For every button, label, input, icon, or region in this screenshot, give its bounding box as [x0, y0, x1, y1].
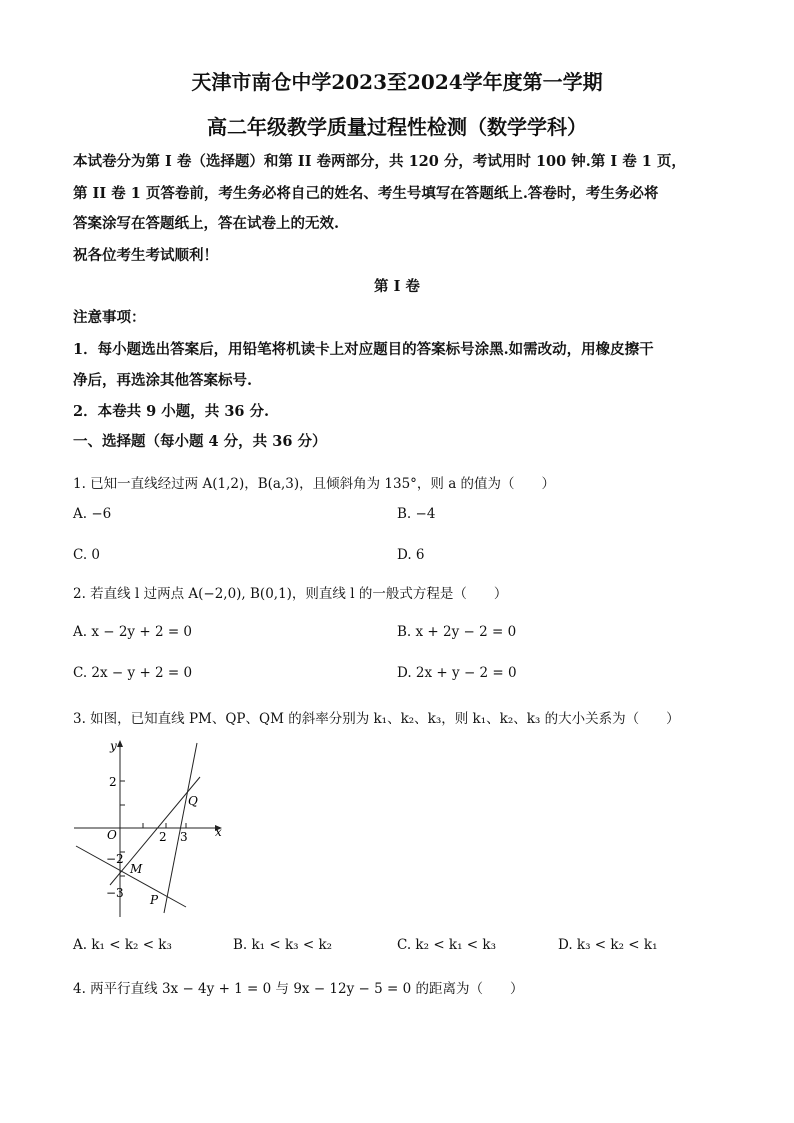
question-3-option-c: C. k₂ < k₁ < k₃: [397, 937, 496, 953]
question-3-stem: 3. 如图，已知直线 PM、QP、QM 的斜率分别为 k₁、k₂、k₃，则 k₁、k₂、k₃ 的大小关系为（ ）: [73, 711, 680, 727]
tick-label-x2: 2: [159, 830, 167, 844]
question-1-option-d: D. 6: [397, 547, 425, 563]
question-3-figure: [70, 735, 230, 920]
origin-label: O: [107, 828, 117, 842]
page-title-line2: 高二年级教学质量过程性检测（数学学科）: [207, 115, 587, 139]
notice-title: 注意事项：: [73, 309, 146, 326]
axis-y-label: y: [110, 739, 117, 753]
tick-label-y2: 2: [109, 775, 117, 789]
page-title-line1: 天津市南仓中学2023至2024学年度第一学期: [191, 70, 603, 94]
axis-x-label: x: [215, 825, 222, 839]
question-2-option-d: D. 2x + y − 2 = 0: [397, 665, 517, 681]
point-q-label: Q: [188, 794, 198, 808]
question-1-option-a: A. −6: [73, 506, 112, 522]
question-1-option-b: B. −4: [397, 506, 436, 522]
question-2-option-c: C. 2x − y + 2 = 0: [73, 665, 193, 681]
question-4-stem: 4. 两平行直线 3x − 4y + 1 = 0 与 9x − 12y − 5 = 0 的距离为（ ）: [73, 981, 524, 997]
volume-title: 第 I 卷: [374, 278, 420, 295]
intro-line2: 第 II 卷 1 页答卷前，考生务必将自己的姓名、考生号填写在答题纸上.答卷时，考生务必将: [73, 185, 659, 202]
tick-label-x3: 3: [180, 830, 188, 844]
notice2: 2．本卷共 9 小题，共 36 分.: [73, 403, 270, 420]
point-m-label: M: [130, 862, 143, 876]
notice1-line1: 1．每小题选出答案后，用铅笔将机读卡上对应题目的答案标号涂黑.如需改动，用橡皮擦干: [73, 341, 654, 358]
question-2-stem: 2. 若直线 l 过两点 A(−2,0), B(0,1)，则直线 l 的一般式方程是（ ）: [73, 586, 508, 602]
tick-label-ym2: −2: [106, 852, 124, 866]
line-pm: [76, 846, 186, 907]
question-2-option-b: B. x + 2y − 2 = 0: [397, 624, 517, 640]
question-1-stem: 1. 已知一直线经过两 A(1,2)，B(a,3)，且倾斜角为 135°，则 a 的值为（ ）: [73, 476, 556, 492]
y-axis-arrow-icon: [117, 740, 123, 747]
notice1-line2: 净后，再选涂其他答案标号.: [73, 372, 253, 389]
intro-wish: 祝各位考生考试顺利！: [73, 247, 218, 264]
question-3-option-d: D. k₃ < k₂ < k₁: [558, 937, 658, 953]
part-title: 一、选择题（每小题 4 分，共 36 分）: [73, 433, 327, 450]
question-3-option-b: B. k₁ < k₃ < k₂: [233, 937, 333, 953]
point-p-label: P: [150, 893, 159, 907]
tick-label-ym3: −3: [106, 886, 124, 900]
question-1-option-c: C. 0: [73, 547, 101, 563]
intro-line3: 答案涂写在答题纸上，答在试卷上的无效.: [73, 215, 340, 232]
question-3-option-a: A. k₁ < k₂ < k₃: [73, 937, 172, 953]
question-2-option-a: A. x − 2y + 2 = 0: [73, 624, 193, 640]
intro-line1: 本试卷分为第 I 卷（选择题）和第 II 卷两部分，共 120 分，考试用时 100 钟.第 I 卷 1 页，: [73, 153, 686, 170]
